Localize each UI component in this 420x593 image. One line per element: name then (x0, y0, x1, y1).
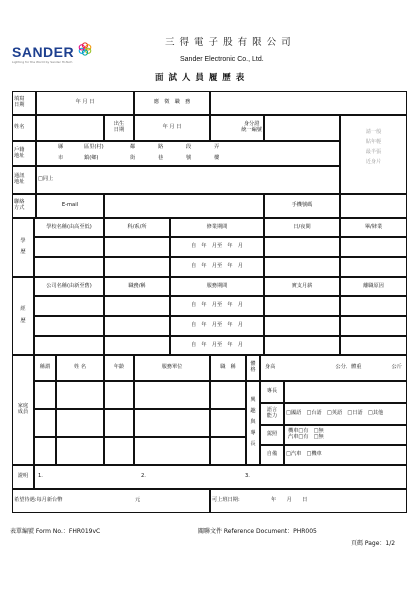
family-header-title: 職 稱 (210, 355, 246, 381)
reference-3: 3. (245, 473, 250, 480)
start-date-label: 可上班日期: (212, 497, 240, 504)
family-row-1-name[interactable] (56, 381, 104, 409)
family-row-2-age[interactable] (104, 409, 134, 437)
name-field[interactable] (36, 115, 104, 141)
edu-row-1-school[interactable] (34, 237, 104, 257)
family-section-label: 家庭 成員 (12, 355, 34, 465)
mailing-address-label: 通訊 地址 (12, 166, 36, 194)
family-row-2-name[interactable] (56, 409, 104, 437)
family-header-age: 年齡 (104, 355, 134, 381)
logo-text: SANDER (12, 44, 75, 60)
license-label: 駕照 (260, 425, 284, 445)
company-name-en: Sander Electronic Co., Ltd. (180, 56, 264, 63)
salary-label: 希望待遇:每月新台幣 (14, 497, 63, 504)
family-header-relation: 稱謂 (34, 355, 56, 381)
form-title: 面 試 人 員 履 歷 表 (155, 73, 246, 83)
family-row-1-age[interactable] (104, 381, 134, 409)
references-field[interactable] (34, 465, 407, 489)
physical-field[interactable]: 身高 公分．體重 公斤 (260, 355, 407, 381)
own-vehicle-options[interactable]: □汽車 □機車 (284, 445, 407, 465)
edu-row-1-dept[interactable] (104, 237, 170, 257)
mailing-address-field[interactable] (36, 166, 340, 194)
family-row-2-title[interactable] (210, 409, 246, 437)
fill-date-field[interactable]: 年 月 日 (36, 91, 134, 115)
family-header-name: 姓 名 (56, 355, 104, 381)
family-row-1-relation[interactable] (34, 381, 56, 409)
salary-field[interactable] (12, 489, 210, 513)
language-options[interactable]: □國語 □台語 □英語 □日語 □其他 (284, 403, 407, 425)
reference-2: 2. (141, 473, 146, 480)
form-number: 表單編號 Form No.：FHR019vC (10, 528, 101, 535)
experience-section-label: 經 歷 (12, 277, 34, 355)
logo-flower-icon (78, 42, 92, 56)
family-row-1-employer[interactable] (134, 381, 210, 409)
exp-row-3-period[interactable]: 自 年 月至 年 月 (170, 336, 264, 355)
family-row-3-age[interactable] (104, 437, 134, 465)
exp-row-2-title[interactable] (104, 316, 170, 336)
family-row-2-employer[interactable] (134, 409, 210, 437)
family-row-3-relation[interactable] (34, 437, 56, 465)
logo-tagline: Lighting for the World by Sander Hi-Tech (12, 60, 73, 64)
contact-label: 聯絡 方式 (12, 194, 36, 218)
references-label: 證明 (12, 465, 34, 489)
physical-label: 體格 (246, 355, 260, 381)
edu-row-1-daynight[interactable] (264, 237, 340, 257)
household-address-label: 戶籍 地址 (12, 141, 36, 166)
family-row-2-relation[interactable] (34, 409, 56, 437)
company-name-zh: 三 得 電 子 股 有 限 公 司 (165, 37, 292, 48)
own-vehicle-label: 自備 (260, 445, 284, 465)
exp-row-2-reason[interactable] (340, 316, 407, 336)
specialty-label: 專長 (260, 381, 284, 403)
exp-row-2-period[interactable]: 自 年 月至 年 月 (170, 316, 264, 336)
exp-row-1-reason[interactable] (340, 296, 407, 316)
page-number: 頁碼 Page：1/2 (351, 540, 396, 547)
skills-section-label: 興 趣 與 專 長 (246, 381, 260, 465)
birth-field[interactable]: 年 月 日 (134, 115, 210, 141)
exp-header-period: 服務期間 (170, 277, 264, 296)
education-section-label: 學 歷 (12, 218, 34, 277)
edu-header-graduated: 畢/肄業 (340, 218, 407, 237)
id-label: 身分證 統一編號 (210, 115, 264, 141)
family-header-employer: 服務單位 (134, 355, 210, 381)
mobile-field[interactable] (340, 194, 407, 218)
specialty-field[interactable] (284, 381, 407, 403)
exp-row-2-company[interactable] (34, 316, 104, 336)
reference-1: 1. (38, 473, 43, 480)
family-row-3-name[interactable] (56, 437, 104, 465)
edu-row-1-graduated[interactable] (340, 237, 407, 257)
position-label: 應 徵 職 務 (134, 91, 210, 115)
exp-row-3-title[interactable] (104, 336, 170, 355)
edu-header-school: 學校名稱(由高至低) (34, 218, 104, 237)
salary-unit: 元 (135, 497, 141, 504)
edu-row-2-school[interactable] (34, 257, 104, 277)
position-field[interactable] (210, 91, 407, 115)
id-field[interactable] (264, 115, 340, 141)
exp-row-3-reason[interactable] (340, 336, 407, 355)
exp-row-2-salary[interactable] (264, 316, 340, 336)
exp-row-1-period[interactable]: 自 年 月至 年 月 (170, 296, 264, 316)
photo-instructions: 請一般 貼年輕 最半張 近身片 (365, 129, 382, 165)
fill-date-label: 填寫 日期 (12, 91, 36, 115)
edu-row-1-period[interactable]: 自 年 月至 年 月 (170, 237, 264, 257)
exp-header-title: 職務/稱 (104, 277, 170, 296)
edu-row-2-daynight[interactable] (264, 257, 340, 277)
edu-header-period: 修業期間 (170, 218, 264, 237)
language-label: 語言 能力 (260, 403, 284, 425)
company-logo (12, 40, 92, 70)
email-field[interactable] (104, 194, 264, 218)
exp-row-1-title[interactable] (104, 296, 170, 316)
family-row-3-title[interactable] (210, 437, 246, 465)
edu-header-department: 科/系/所 (104, 218, 170, 237)
mobile-label: 手機號碼 (264, 194, 340, 218)
start-date-field[interactable] (210, 489, 407, 513)
reference-document: 關聯文件 Reference Document：PHR005 (198, 528, 317, 535)
edu-row-2-dept[interactable] (104, 257, 170, 277)
license-car[interactable]: 汽車□有 □無 (288, 434, 324, 440)
license-motorcycle[interactable]: 機車□有 □無 (288, 428, 324, 435)
family-row-3-employer[interactable] (134, 437, 210, 465)
same-as-above-checkbox[interactable]: □同上 (38, 176, 54, 183)
exp-header-reason: 離職原因 (340, 277, 407, 296)
edu-row-2-graduated[interactable] (340, 257, 407, 277)
edu-row-2-period[interactable]: 自 年 月至 年 月 (170, 257, 264, 277)
name-label: 姓名 (12, 115, 36, 141)
exp-row-1-salary[interactable] (264, 296, 340, 316)
exp-header-salary: 實支月薪 (264, 277, 340, 296)
exp-row-3-salary[interactable] (264, 336, 340, 355)
exp-header-company: 公司名稱(由新至舊) (34, 277, 104, 296)
birth-label: 出生 日期 (104, 115, 134, 141)
start-date-template: 年 月 日 (271, 497, 308, 504)
email-label: E-mail (36, 194, 104, 218)
exp-row-1-company[interactable] (34, 296, 104, 316)
family-row-1-title[interactable] (210, 381, 246, 409)
license-options[interactable] (284, 425, 407, 445)
exp-row-3-company[interactable] (34, 336, 104, 355)
edu-header-daynight: 日/夜間 (264, 218, 340, 237)
